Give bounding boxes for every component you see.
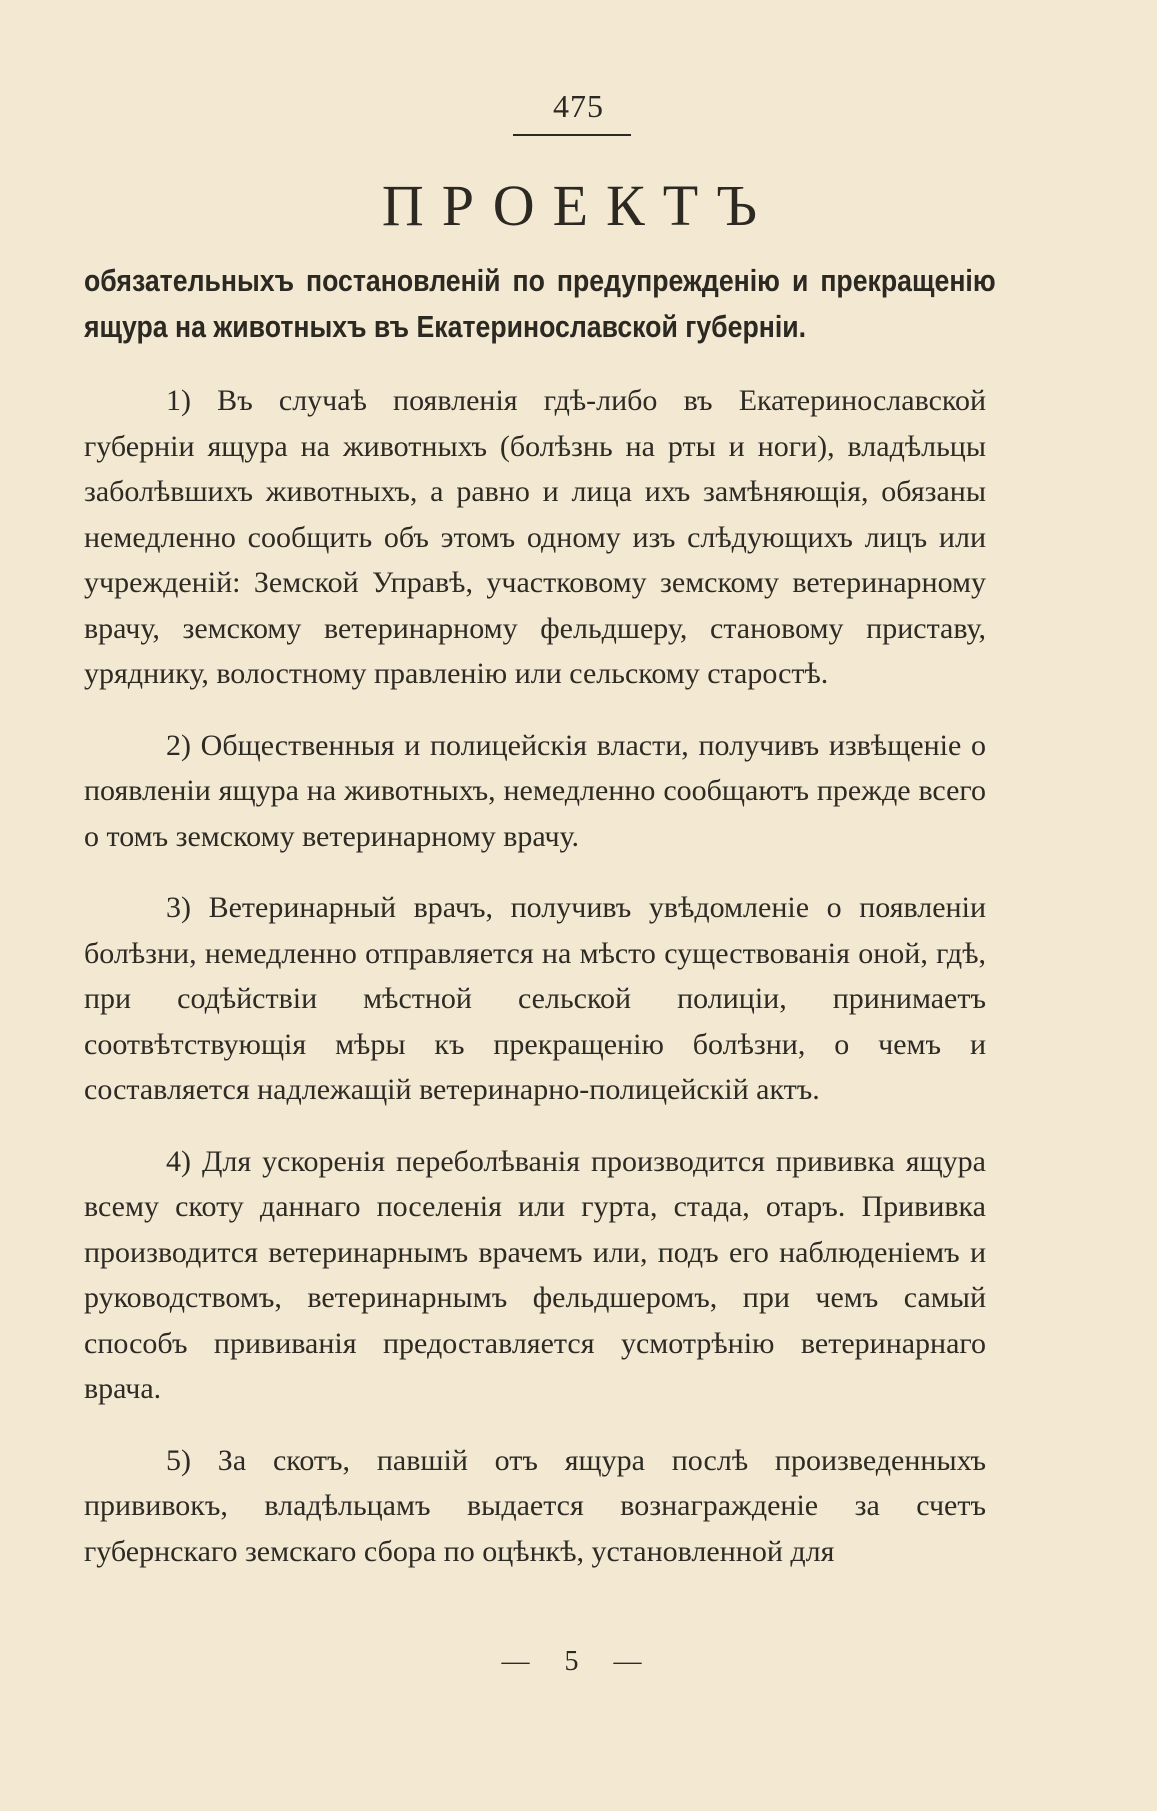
page-number-rule <box>513 134 631 136</box>
document-subtitle: обязательныхъ постановленій по предупрежденію и прекращенію ящура на животныхъ въ Екатеринославской губерніи. <box>84 263 996 344</box>
document-title: ПРОЕКТЪ <box>381 173 776 238</box>
signature-mark: — 5 — <box>501 1646 656 1677</box>
paragraph-5: 5) За скотъ, павшій отъ ящура послѣ произведенныхъ прививокъ, владѣльцамъ выдается вознагражденіе за счетъ губернскаго земскаго сбора по оцѣнкѣ, установленной для <box>84 1443 986 1568</box>
page-number: 475 <box>553 88 604 124</box>
paragraph-3: 3) Ветеринарный врачъ, получивъ увѣдомленіе о появленіи болѣзни, немедленно отправляется на мѣсто существованія оной, гдѣ, при содѣйствіи мѣстной сельской полиціи, принимаетъ соотвѣтствующія мѣры къ прекращенію болѣзни, о чемъ и составляется надлежащій ветеринарно-полицейскій актъ. <box>84 891 986 1106</box>
paragraph-4: 4) Для ускоренія переболѣванія производится прививка ящура всему скоту даннаго поселенія или гурта, стада, отаръ. Прививка производится ветеринарнымъ врачемъ или, подъ его наблюденіемъ и руководствомъ, ветеринарнымъ фельдшеромъ, при чемъ самый способъ прививанія предоставляется усмотрѣнію ветеринарнаго врача. <box>84 1144 986 1405</box>
body-text <box>84 378 986 1600</box>
paragraph-1: 1) Въ случаѣ появленія гдѣ-либо въ Екатеринославской губерніи ящура на животныхъ (болѣзнь на рты и ноги), владѣльцы заболѣвшихъ животныхъ, а равно и лица ихъ замѣняющія, обязаны немедленно сообщить объ этомъ одному изъ слѣдующихъ лицъ или учрежденій: Земской Управѣ, участковому земскому ветеринарному врачу, земскому ветеринарному фельдшеру, становому приставу, уряднику, волостному правленію или сельскому старостѣ. <box>84 384 986 690</box>
paragraph-2: 2) Общественныя и полицейскія власти, получивъ извѣщеніе о появленіи ящура на животныхъ, немедленно сообщаютъ прежде всего о томъ земскому ветеринарному врачу. <box>84 728 986 853</box>
